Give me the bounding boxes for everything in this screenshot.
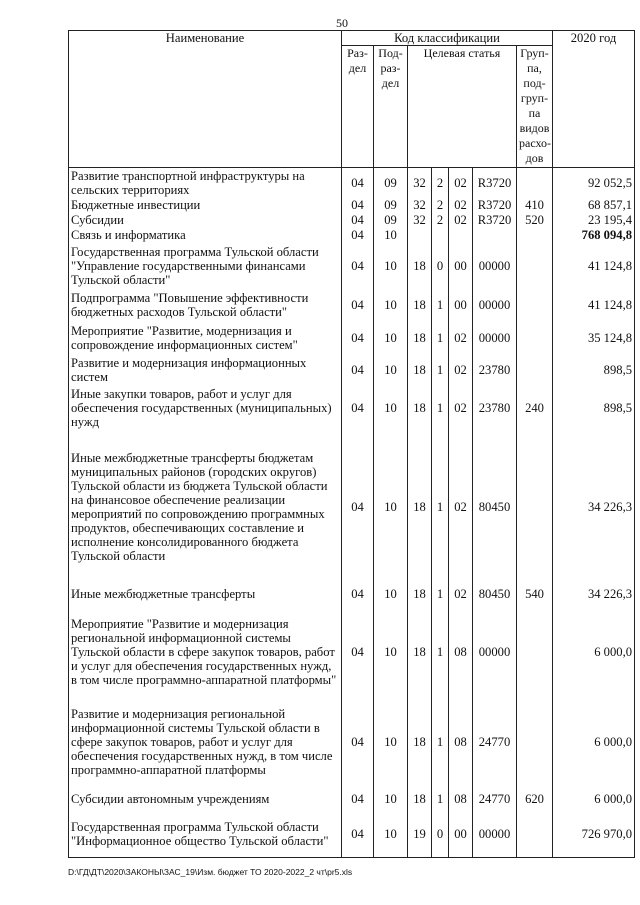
row-name: Бюджетные инвестиции — [69, 198, 342, 213]
row-expense-group: 620 — [517, 786, 553, 812]
row-subprogram-code: 0 — [432, 243, 449, 289]
row-activity-code: 02 — [449, 431, 473, 583]
row-program-code: 18 — [408, 431, 432, 583]
row-subsection: 10 — [374, 322, 408, 355]
row-activity-code: 02 — [449, 386, 473, 431]
table-row — [69, 605, 635, 699]
row-subsection: 09 — [374, 198, 408, 213]
header-subsection: Под- раз- дел — [374, 46, 408, 168]
row-expense-group: 240 — [517, 386, 553, 431]
row-subsection: 10 — [374, 289, 408, 322]
row-name: Государственная программа Тульской области "Информационное общество Тульской области" — [69, 812, 342, 858]
row-direction-code: R3720 — [473, 213, 517, 228]
row-program-code: 18 — [408, 386, 432, 431]
table-row — [69, 168, 635, 198]
row-name: Субсидии — [69, 213, 342, 228]
row-name: Мероприятие "Развитие и модернизация региональной информационной системы Тульской области в сфере закупок товаров, работ и услуг для обеспечения государственных нужд, в том числе программно-аппаратной платформы" — [69, 605, 342, 699]
row-subprogram-code: 1 — [432, 583, 449, 605]
row-name: Подпрограмма "Повышение эффективности бюджетных расходов Тульской области" — [69, 289, 342, 322]
row-section: 04 — [342, 431, 374, 583]
row-subsection: 10 — [374, 786, 408, 812]
row-subsection: 10 — [374, 243, 408, 289]
row-program-code: 18 — [408, 605, 432, 699]
row-name: Государственная программа Тульской области "Управление государственными финансами Тульской области" — [69, 243, 342, 289]
row-activity-code: 08 — [449, 786, 473, 812]
row-direction-code: 80450 — [473, 431, 517, 583]
row-program-code: 18 — [408, 355, 432, 386]
row-name: Иные межбюджетные трансферты бюджетам муниципальных районов (городских округов) Тульской области из бюджета Тульской области на финансовое обеспечение реализации мероприятий по сопровождению программных продуктов, обеспечивающих составление и исполнение консолидированного бюджета Тульской области — [69, 431, 342, 583]
row-activity-code: 00 — [449, 243, 473, 289]
row-activity-code: 02 — [449, 355, 473, 386]
row-expense-group — [517, 243, 553, 289]
row-expense-group: 540 — [517, 583, 553, 605]
header-expense-group: Груп- па, под- груп- па видов расхо- дов — [517, 46, 553, 168]
row-subprogram-code: 1 — [432, 431, 449, 583]
row-section: 04 — [342, 699, 374, 786]
row-subsection: 10 — [374, 812, 408, 858]
table-row — [69, 228, 635, 243]
row-amount: 35 124,8 — [553, 322, 635, 355]
row-subprogram-code: 1 — [432, 355, 449, 386]
row-amount: 34 226,3 — [553, 583, 635, 605]
header-year: 2020 год — [553, 31, 635, 168]
row-expense-group: 520 — [517, 213, 553, 228]
table-row — [69, 583, 635, 605]
row-subprogram-code: 2 — [432, 168, 449, 198]
row-activity-code: 00 — [449, 289, 473, 322]
row-activity-code: 02 — [449, 322, 473, 355]
header-section: Раз- дел — [342, 46, 374, 168]
row-subsection: 10 — [374, 431, 408, 583]
row-direction-code: 80450 — [473, 583, 517, 605]
row-program-code — [408, 228, 432, 243]
row-subsection: 10 — [374, 605, 408, 699]
row-name: Развитие и модернизация региональной информационной системы Тульской области в сфере закупок товаров, работ и услуг для обеспечения государственных нужд, в том числе программно-аппаратной платформы — [69, 699, 342, 786]
row-direction-code: 23780 — [473, 386, 517, 431]
row-subsection: 10 — [374, 228, 408, 243]
row-program-code: 32 — [408, 213, 432, 228]
row-activity-code: 08 — [449, 605, 473, 699]
row-activity-code: 08 — [449, 699, 473, 786]
row-program-code: 18 — [408, 699, 432, 786]
row-program-code: 18 — [408, 786, 432, 812]
row-section: 04 — [342, 812, 374, 858]
row-activity-code: 02 — [449, 168, 473, 198]
row-subprogram-code: 1 — [432, 322, 449, 355]
row-name: Иные закупки товаров, работ и услуг для обеспечения государственных (муниципальных) нужд — [69, 386, 342, 431]
row-name: Связь и информатика — [69, 228, 342, 243]
row-direction-code: 00000 — [473, 322, 517, 355]
row-direction-code: 00000 — [473, 812, 517, 858]
row-expense-group — [517, 605, 553, 699]
row-section: 04 — [342, 168, 374, 198]
table-row — [69, 289, 635, 322]
header-classification: Код классификации — [342, 31, 553, 46]
row-name: Развитие и модернизация информационных систем — [69, 355, 342, 386]
row-name: Мероприятие "Развитие, модернизация и сопровождение информационных систем" — [69, 322, 342, 355]
row-activity-code: 02 — [449, 198, 473, 213]
table-row — [69, 699, 635, 786]
row-amount: 726 970,0 — [553, 812, 635, 858]
row-name: Субсидии автономным учреждениям — [69, 786, 342, 812]
row-amount: 34 226,3 — [553, 431, 635, 583]
row-subprogram-code — [432, 228, 449, 243]
table-row — [69, 786, 635, 812]
table-row — [69, 243, 635, 289]
row-direction-code — [473, 228, 517, 243]
table-row — [69, 355, 635, 386]
row-section: 04 — [342, 198, 374, 213]
row-expense-group — [517, 168, 553, 198]
row-subsection: 10 — [374, 583, 408, 605]
row-subprogram-code: 1 — [432, 786, 449, 812]
row-subsection: 10 — [374, 355, 408, 386]
row-expense-group — [517, 431, 553, 583]
row-expense-group — [517, 289, 553, 322]
row-section: 04 — [342, 228, 374, 243]
row-program-code: 18 — [408, 583, 432, 605]
row-subprogram-code: 1 — [432, 386, 449, 431]
row-program-code: 19 — [408, 812, 432, 858]
row-amount: 6 000,0 — [553, 699, 635, 786]
table-row — [69, 431, 635, 583]
row-section: 04 — [342, 786, 374, 812]
row-direction-code: 00000 — [473, 289, 517, 322]
row-section: 04 — [342, 322, 374, 355]
row-section: 04 — [342, 386, 374, 431]
row-expense-group — [517, 322, 553, 355]
row-expense-group — [517, 699, 553, 786]
row-subsection: 10 — [374, 386, 408, 431]
row-name: Развитие транспортной инфраструктуры на сельских территориях — [69, 168, 342, 198]
row-direction-code: R3720 — [473, 168, 517, 198]
row-subprogram-code: 2 — [432, 198, 449, 213]
row-name: Иные межбюджетные трансферты — [69, 583, 342, 605]
row-direction-code: 24770 — [473, 699, 517, 786]
row-amount: 23 195,4 — [553, 213, 635, 228]
row-amount: 898,5 — [553, 386, 635, 431]
row-expense-group — [517, 812, 553, 858]
row-section: 04 — [342, 583, 374, 605]
row-amount: 768 094,8 — [553, 228, 635, 243]
row-amount: 6 000,0 — [553, 605, 635, 699]
row-subsection: 09 — [374, 213, 408, 228]
row-program-code: 18 — [408, 243, 432, 289]
row-activity-code — [449, 228, 473, 243]
row-section: 04 — [342, 355, 374, 386]
row-section: 04 — [342, 213, 374, 228]
row-amount: 6 000,0 — [553, 786, 635, 812]
row-section: 04 — [342, 243, 374, 289]
row-direction-code: 00000 — [473, 243, 517, 289]
row-expense-group — [517, 355, 553, 386]
row-direction-code: R3720 — [473, 198, 517, 213]
row-section: 04 — [342, 289, 374, 322]
budget-table — [68, 30, 635, 858]
row-subprogram-code: 0 — [432, 812, 449, 858]
row-amount: 41 124,8 — [553, 243, 635, 289]
row-program-code: 18 — [408, 289, 432, 322]
row-expense-group: 410 — [517, 198, 553, 213]
row-subsection: 10 — [374, 699, 408, 786]
page-number: 50 — [336, 16, 348, 30]
table-row — [69, 322, 635, 355]
row-subprogram-code: 1 — [432, 605, 449, 699]
row-direction-code: 24770 — [473, 786, 517, 812]
row-activity-code: 02 — [449, 213, 473, 228]
row-subprogram-code: 2 — [432, 213, 449, 228]
row-direction-code: 00000 — [473, 605, 517, 699]
row-subsection: 09 — [374, 168, 408, 198]
row-amount: 68 857,1 — [553, 198, 635, 213]
row-amount: 898,5 — [553, 355, 635, 386]
row-activity-code: 00 — [449, 812, 473, 858]
table-body — [69, 168, 635, 858]
row-section: 04 — [342, 605, 374, 699]
table-row — [69, 213, 635, 228]
row-amount: 92 052,5 — [553, 168, 635, 198]
row-program-code: 18 — [408, 322, 432, 355]
table-row — [69, 198, 635, 213]
row-program-code: 32 — [408, 198, 432, 213]
header-name: Наименование — [69, 31, 342, 168]
header-target-article: Целевая статья — [408, 46, 517, 168]
row-expense-group — [517, 228, 553, 243]
row-direction-code: 23780 — [473, 355, 517, 386]
table-row — [69, 386, 635, 431]
row-program-code: 32 — [408, 168, 432, 198]
row-activity-code: 02 — [449, 583, 473, 605]
footer-file-path: D:\ГД\ДТ\2020\ЗАКОНЫ\ЗАС_19\Изм. бюджет ТО 2020-2022_2 чт\pr5.xls — [68, 867, 353, 877]
row-amount: 41 124,8 — [553, 289, 635, 322]
row-subprogram-code: 1 — [432, 289, 449, 322]
row-subprogram-code: 1 — [432, 699, 449, 786]
table-row — [69, 812, 635, 858]
